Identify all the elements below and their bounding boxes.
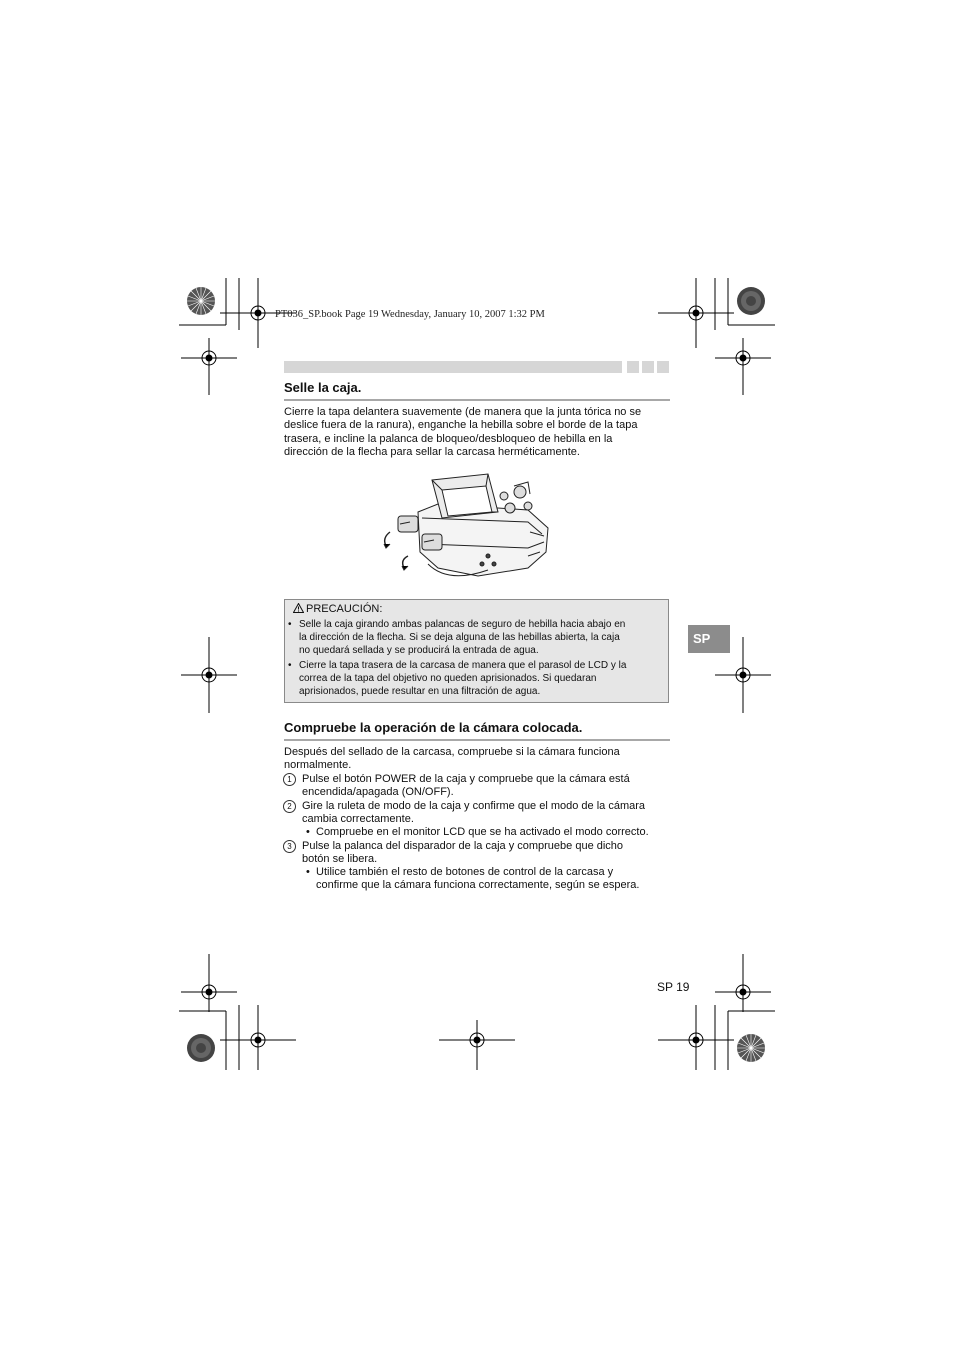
step-line: Pulse el botón POWER de la caja y compruebe que la cámara está [302, 773, 630, 785]
crosshair-registration-icon [181, 637, 237, 713]
sub-bullet-line: Utilice también el resto de botones de control de la carcasa y [316, 866, 614, 878]
crosshair-registration-icon [181, 954, 237, 1012]
body-line: normalmente. [284, 759, 352, 772]
body-line: Cierre la tapa delantera suavemente (de manera que la junta tórica no se [284, 406, 642, 418]
step-line: encendida/apagada (ON/OFF). [302, 786, 454, 799]
header-square [627, 361, 639, 373]
step-item [287, 800, 677, 827]
section-rule [284, 399, 670, 401]
caution-line: Cierre la tapa trasera de la carcasa de manera que el parasol de LCD y la [299, 660, 627, 671]
bullet: • [306, 866, 310, 878]
print-header: PT036_SP.book Page 19 Wednesday, January 10, 2007 1:32 PM [275, 309, 545, 320]
step-item [287, 840, 677, 867]
header-square [642, 361, 654, 373]
crosshair-registration-icon [658, 1005, 734, 1070]
starburst-reel-icon [737, 1034, 765, 1062]
caution-line: no quedará sellada y se producirá la entrada de agua. [299, 644, 539, 656]
step-number: 1 [283, 773, 296, 786]
body-line: Después del sellado de la carcasa, compruebe si la cámara funciona [284, 746, 620, 758]
sub-bullet-line: confirme que la cámara funciona correctamente, según se espera. [316, 879, 640, 892]
crosshair-registration-icon [439, 1020, 515, 1070]
caution-box [284, 599, 669, 703]
section-header-bar [284, 361, 622, 373]
step-sub-bullet [306, 826, 678, 839]
section-rule [284, 739, 670, 741]
crosshair-registration-icon [181, 338, 237, 395]
starburst-reel-icon [737, 287, 765, 315]
bullet: • [306, 826, 310, 838]
section-title: Selle la caja. [284, 380, 362, 395]
sub-bullet-text: Compruebe en el monitor LCD que se ha activado el modo correcto. [316, 826, 649, 838]
caution-line: Selle la caja girando ambas palancas de seguro de hebilla hacia abajo en [299, 619, 626, 630]
step-number: 2 [283, 800, 296, 813]
starburst-reel-icon [187, 287, 215, 315]
caution-item [288, 619, 669, 657]
caution-line: correa de la tapa del objetivo no queden aprisionados. Si quedaran [299, 672, 597, 684]
housing-illustration [378, 472, 558, 584]
step-line: cambia correctamente. [302, 813, 414, 826]
caution-line: la dirección de la flecha. Si se deja alguna de las hebillas abierta, la caja [299, 631, 620, 643]
page-number: SP 19 [657, 980, 690, 994]
crosshair-registration-icon [715, 338, 771, 395]
caution-heading [293, 603, 382, 616]
crosshair-registration-icon [715, 954, 771, 1012]
section-intro [284, 746, 674, 773]
caution-line: aprisionados, puede resultar en una filtración de agua. [299, 685, 541, 697]
body-line: deslice fuera de la ranura), enganche la hebilla sobre el borde de la tapa [284, 419, 638, 432]
bullet: • [288, 619, 292, 630]
warning-triangle-icon [293, 603, 304, 616]
step-number: 3 [283, 840, 296, 853]
step-line: Gire la ruleta de modo de la caja y confirme que el modo de la cámara [302, 800, 646, 812]
body-line: trasera, e incline la palanca de bloqueo/desbloqueo de hebilla en la [284, 432, 613, 445]
caution-item [288, 660, 669, 698]
step-line: Pulse la palanca del disparador de la caja y compruebe que dicho [302, 840, 624, 852]
header-square [657, 361, 669, 373]
caution-title: PRECAUCIÓN: [306, 603, 383, 615]
step-line: botón se libera. [302, 853, 378, 866]
step-sub-bullet [306, 866, 678, 893]
starburst-reel-icon [187, 1034, 215, 1062]
crosshair-registration-icon [658, 278, 734, 348]
section-body [284, 406, 674, 460]
body-line: dirección de la flecha para sellar la carcasa herméticamente. [284, 446, 580, 459]
step-item [287, 773, 677, 800]
section-title: Compruebe la operación de la cámara colocada. [284, 720, 583, 735]
bullet: • [288, 660, 292, 671]
language-tab: SP [688, 625, 730, 653]
crosshair-registration-icon [220, 1005, 296, 1070]
